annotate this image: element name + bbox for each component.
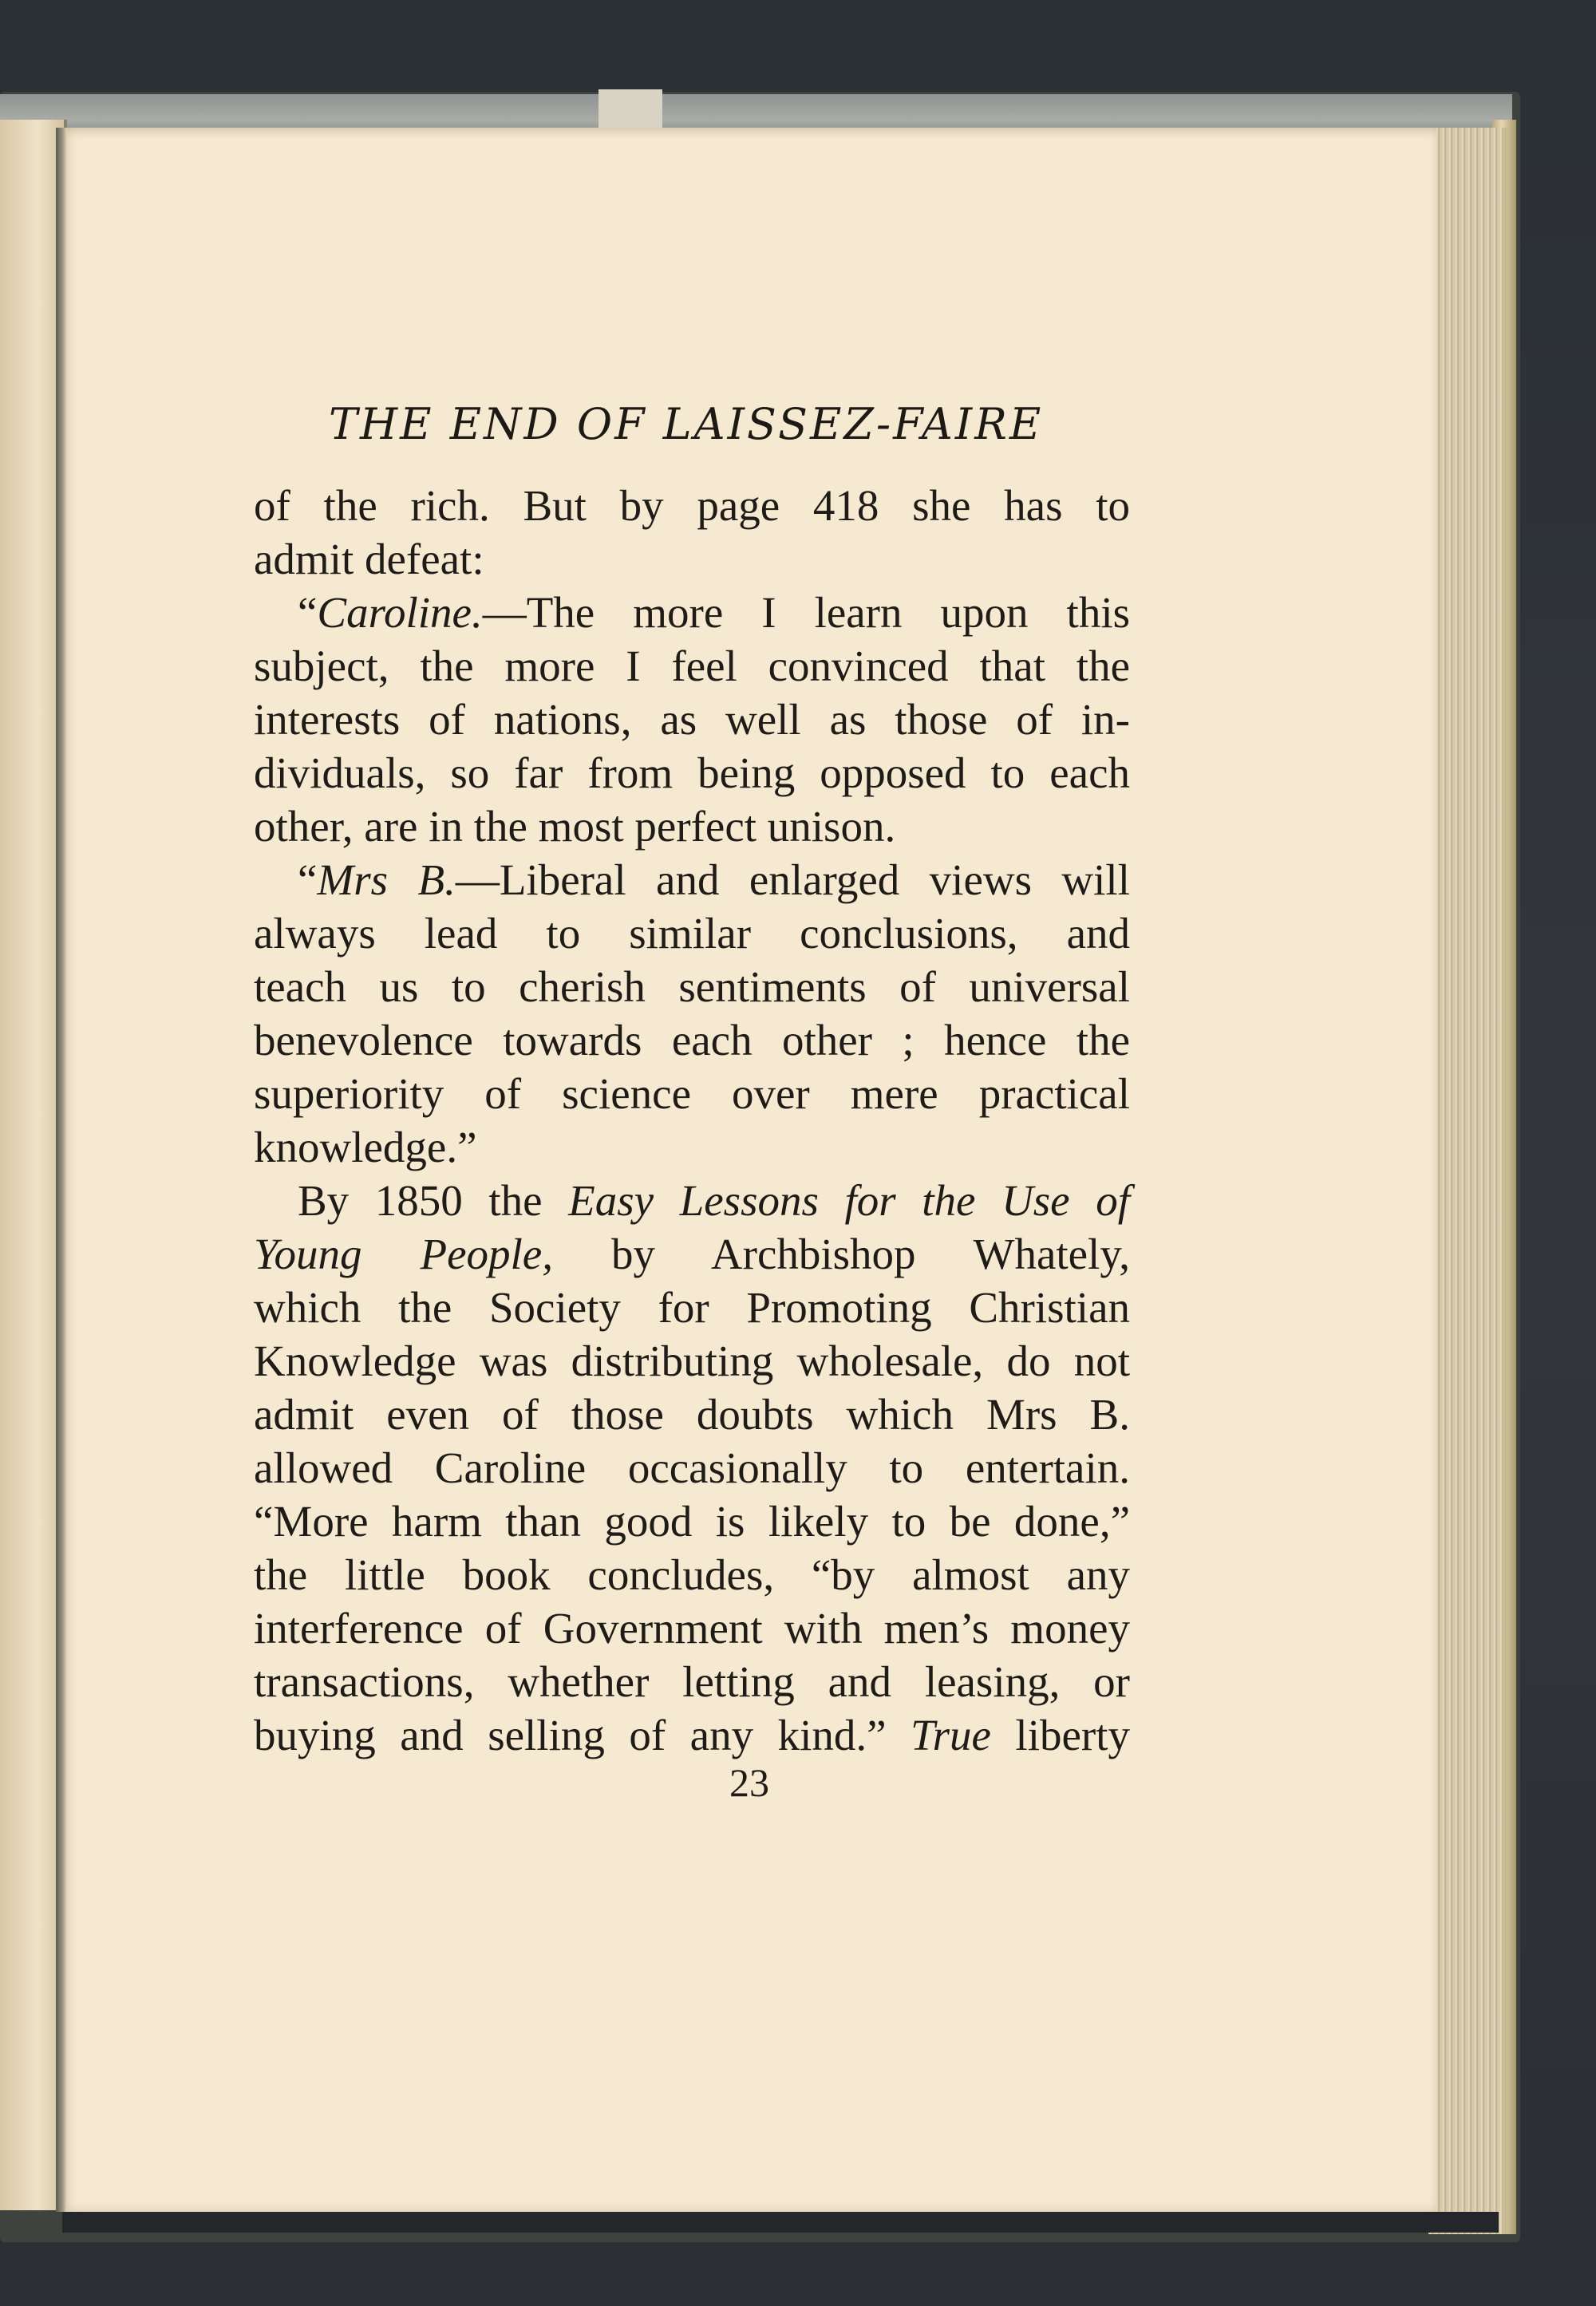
text-line-4: subject, the more I feel convinced that the: [254, 642, 1130, 690]
text-line-17: Knowledge was distributing wholesale, do not: [254, 1337, 1130, 1385]
text-line-3: “Caroline.—The more I learn upon this: [298, 588, 1130, 637]
page-stack-edges: [1428, 128, 1509, 2234]
text-line-1: of the rich. But by page 418 she has to: [254, 481, 1130, 530]
text-line-13: knowledge.”: [254, 1123, 477, 1171]
text-line-6: dividuals, so far from being opposed to each: [254, 748, 1130, 797]
text-line-21: the little book concludes, “by almost any: [254, 1550, 1130, 1599]
text-line-24: buying and selling of any kind.” True liberty: [254, 1711, 1130, 1759]
text-line-5: interests of nations, as well as those of in-: [254, 695, 1130, 744]
text-line-8: “Mrs B.—Liberal and enlarged views will: [298, 855, 1130, 904]
page-bottom-shadow: [62, 2212, 1499, 2233]
text-line-16: which the Society for Promoting Christian: [254, 1283, 1130, 1332]
text-line-20: “More harm than good is likely to be done,”: [254, 1497, 1130, 1546]
text-line-14: By 1850 the Easy Lessons for the Use of: [298, 1176, 1130, 1225]
running-head: THE END OF LAISSEZ-FAIRE: [329, 399, 1044, 449]
page-gutter: [56, 128, 67, 2212]
text-line-11: benevolence towards each other ; hence the: [254, 1016, 1130, 1064]
text-line-9: always lead to similar conclusions, and: [254, 909, 1130, 958]
text-line-15: Young People, by Archbishop Whately,: [254, 1230, 1131, 1278]
text-line-2: admit defeat:: [254, 535, 484, 583]
body-text: [254, 479, 1130, 1762]
text-line-22: interference of Government with men’s money: [254, 1604, 1130, 1653]
page-number: 23: [729, 1760, 769, 1805]
text-line-18: admit even of those doubts which Mrs B.: [254, 1390, 1130, 1439]
text-line-12: superiority of science over mere practical: [254, 1069, 1130, 1118]
text-line-10: teach us to cherish sentiments of universal: [254, 962, 1130, 1011]
text-line-7: other, are in the most perfect unison.: [254, 802, 896, 851]
text-line-23: transactions, whether letting and leasing, or: [254, 1657, 1130, 1706]
text-line-19: allowed Caroline occasionally to entertain.: [254, 1443, 1130, 1492]
